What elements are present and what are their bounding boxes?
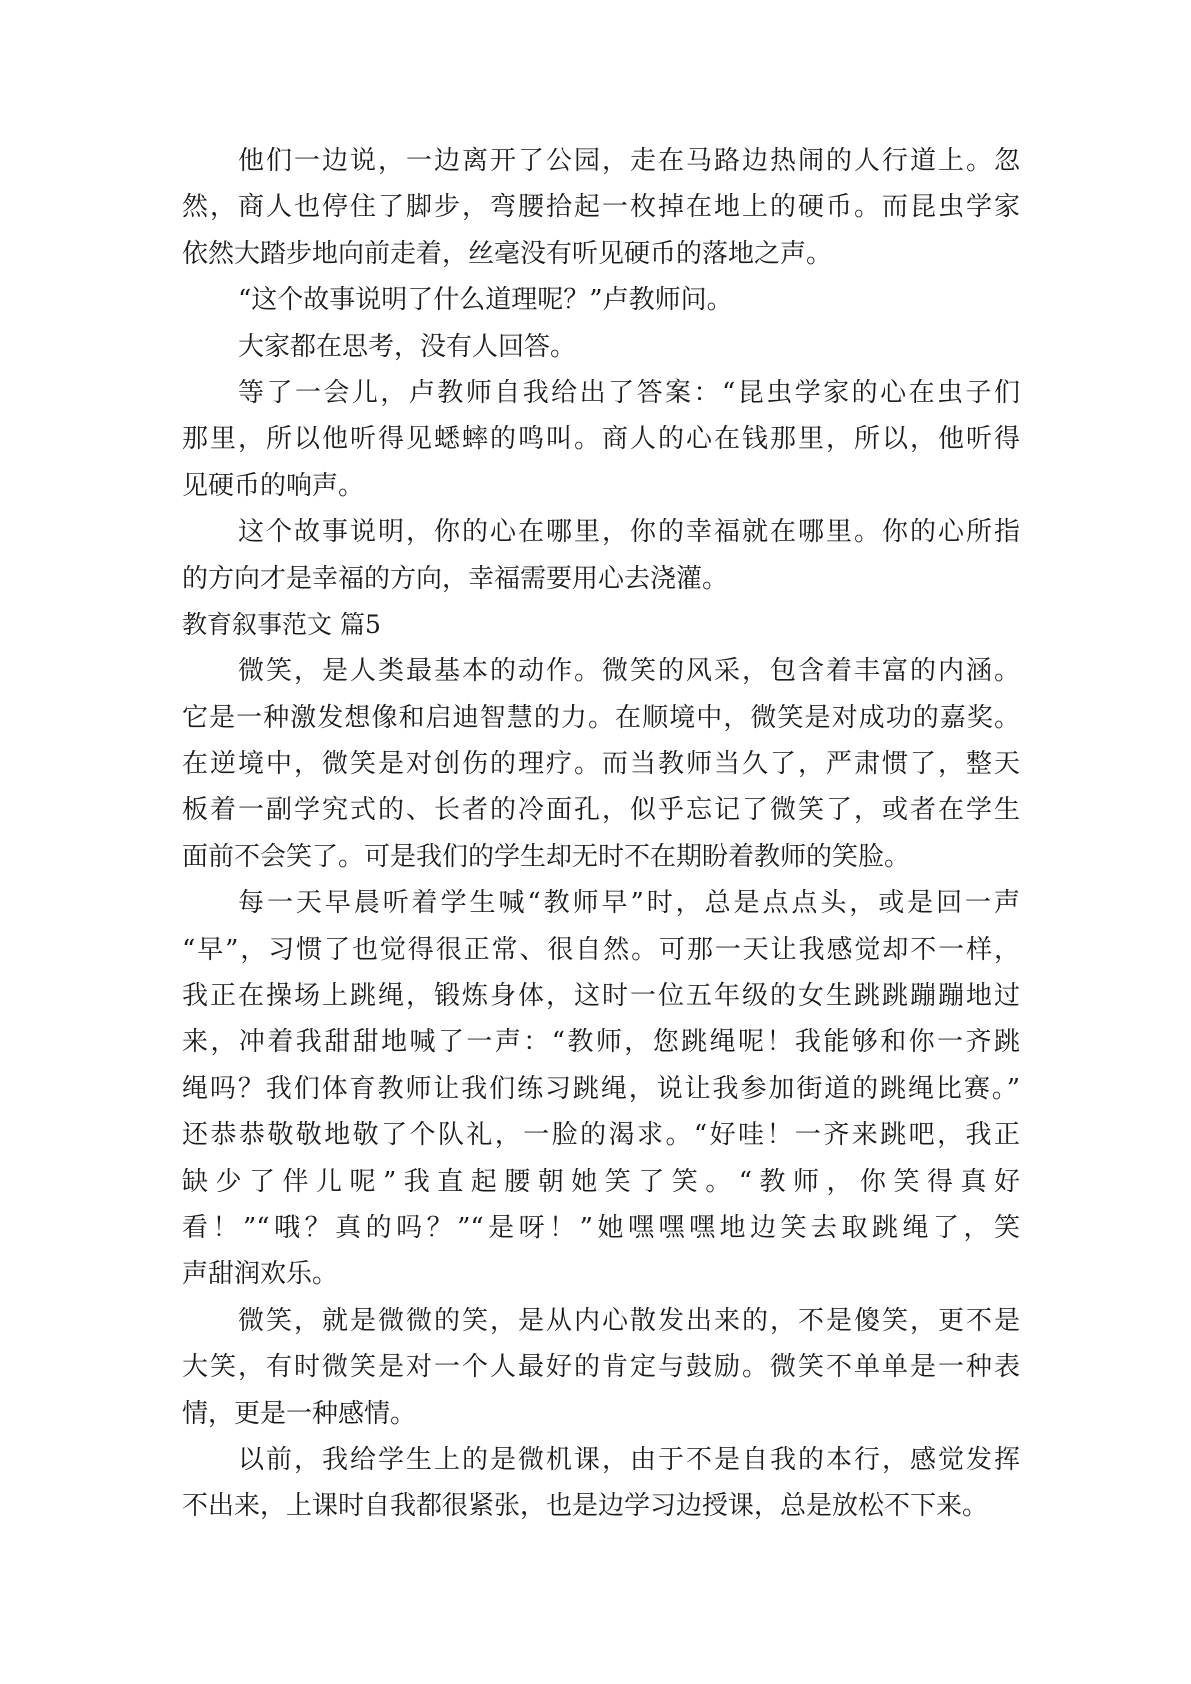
- text-line: 在逆境中，微笑是对创伤的理疗。而当教师当久了，严肃惯了，整天: [182, 749, 1020, 780]
- text-line: 板着一副学究式的、长者的冷面孔，似乎忘记了微笑了，或者在学生: [182, 795, 1020, 826]
- section-heading: 教育叙事范文 篇5: [182, 609, 381, 639]
- text-line: 这个故事说明，你的心在哪里，你的幸福就在哪里。你的心所指: [238, 517, 1020, 548]
- paragraph: [182, 1437, 1020, 1530]
- paragraph: [182, 138, 1020, 277]
- text-line: 微笑，是人类最基本的动作。微笑的风采，包含着丰富的内涵。: [238, 656, 1020, 687]
- paragraph: [182, 370, 1020, 509]
- text-line: 然，商人也停住了脚步，弯腰拾起一枚掉在地上的硬币。而昆虫学家: [182, 192, 1020, 223]
- text-line: 看！”“哦？真的吗？”“是呀！”她嘿嘿嘿地边笑去取跳绳了，笑: [182, 1212, 1020, 1243]
- text-line: 情，更是一种感情。: [182, 1398, 417, 1429]
- text-line: 的方向才是幸福的方向，幸福需要用心去浇灌。: [182, 563, 729, 594]
- paragraph: [182, 880, 1020, 1298]
- paragraph: [182, 509, 1020, 602]
- text-line: 依然大踏步地向前走着，丝毫没有听见硬币的落地之声。: [182, 238, 833, 269]
- paragraph: [182, 324, 1020, 370]
- text-line: 声甜润欢乐。: [182, 1259, 339, 1290]
- text-line: 还恭恭敬敬地敬了个队礼，一脸的渴求。“好哇！一齐来跳吧，我正: [182, 1120, 1020, 1151]
- text-line: 大家都在思考，没有人回答。: [238, 331, 577, 362]
- text-line: 它是一种激发想像和启迪智慧的力。在顺境中，微笑是对成功的嘉奖。: [182, 702, 1020, 733]
- text-line: 不出来，上课时自我都很紧张，也是边学习边授课，总是放松不下来。: [182, 1491, 989, 1522]
- text-line: 他们一边说，一边离开了公园，走在马路边热闹的人行道上。忽: [238, 146, 1020, 176]
- text-line: 那里，所以他听得见蟋蟀的鸣叫。商人的心在钱那里，所以，他听得: [182, 424, 1020, 455]
- text-line: 见硬币的响声。: [182, 470, 365, 501]
- text-line: 每一天早晨听着学生喊“教师早”时，总是点点头，或是回一声: [238, 888, 1020, 919]
- paragraph: [182, 1298, 1020, 1437]
- text-line: 大笑，有时微笑是对一个人最好的肯定与鼓励。微笑不单单是一种表: [182, 1352, 1020, 1383]
- paragraph: [182, 648, 1020, 880]
- text-line: “早”，习惯了也觉得很正常、很自然。可那一天让我感觉却不一样，: [182, 934, 1020, 965]
- text-line: 我正在操场上跳绳，锻炼身体，这时一位五年级的女生跳跳蹦蹦地过: [182, 981, 1020, 1012]
- text-line: 等了一会儿，卢教师自我给出了答案：“昆虫学家的心在虫子们: [238, 377, 1020, 408]
- text-line: 以前，我给学生上的是微机课，由于不是自我的本行，感觉发挥: [238, 1444, 1020, 1475]
- text-line: 面前不会笑了。可是我们的学生却无时不在期盼着教师的笑脸。: [182, 841, 911, 872]
- text-line: 来，冲着我甜甜地喊了一声：“教师，您跳绳呢！我能够和你一齐跳: [182, 1027, 1020, 1058]
- document-page: [182, 138, 1020, 1530]
- text-line: 微笑，就是微微的笑，是从内心散发出来的，不是傻笑，更不是: [238, 1305, 1020, 1336]
- text-line: “这个故事说明了什么道理呢？”卢教师问。: [238, 285, 733, 316]
- text-line: 缺少了伴儿呢”我直起腰朝她笑了笑。“教师，你笑得真好: [182, 1166, 1020, 1197]
- paragraph: [182, 277, 1020, 323]
- text-line: 绳吗？我们体育教师让我们练习跳绳，说让我参加街道的跳绳比赛。”: [182, 1073, 1020, 1104]
